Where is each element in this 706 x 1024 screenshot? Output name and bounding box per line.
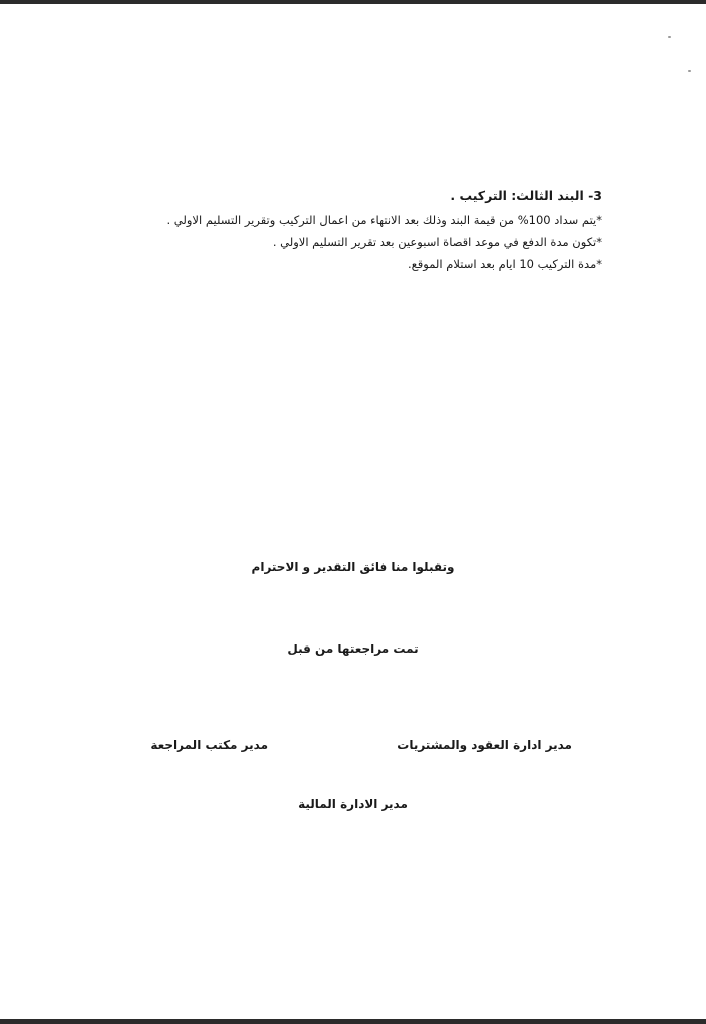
- section-line-installation-period: *مدة التركيب 10 ايام بعد استلام الموقع.: [408, 257, 602, 271]
- section-heading: 3- البند الثالث: التركيب .: [450, 188, 602, 203]
- signature-finance-manager: مدير الادارة المالية: [298, 797, 408, 811]
- signature-audit-manager: مدير مكتب المراجعة: [150, 738, 268, 752]
- scan-speck: [668, 36, 671, 38]
- scan-top-edge: [0, 0, 706, 4]
- reviewed-by-label: تمت مراجعتها من قبل: [287, 642, 419, 656]
- signature-contracts-manager: مدير ادارة العقود والمشتريات: [397, 738, 572, 752]
- scan-bottom-edge: [0, 1019, 706, 1024]
- closing-greeting: وتقبلوا منا فائق التقدير و الاحترام: [251, 560, 455, 574]
- section-line-payment-term: *تكون مدة الدفع في موعد اقصاة اسبوعين بعد تقرير التسليم الاولي .: [272, 235, 602, 249]
- scan-speck: [688, 70, 691, 72]
- section-line-payment: *يتم سداد 100% من قيمة البند وذلك بعد الانتهاء من اعمال التركيب وتقرير التسليم الاولي .: [166, 213, 602, 227]
- section-installation: [132, 186, 602, 275]
